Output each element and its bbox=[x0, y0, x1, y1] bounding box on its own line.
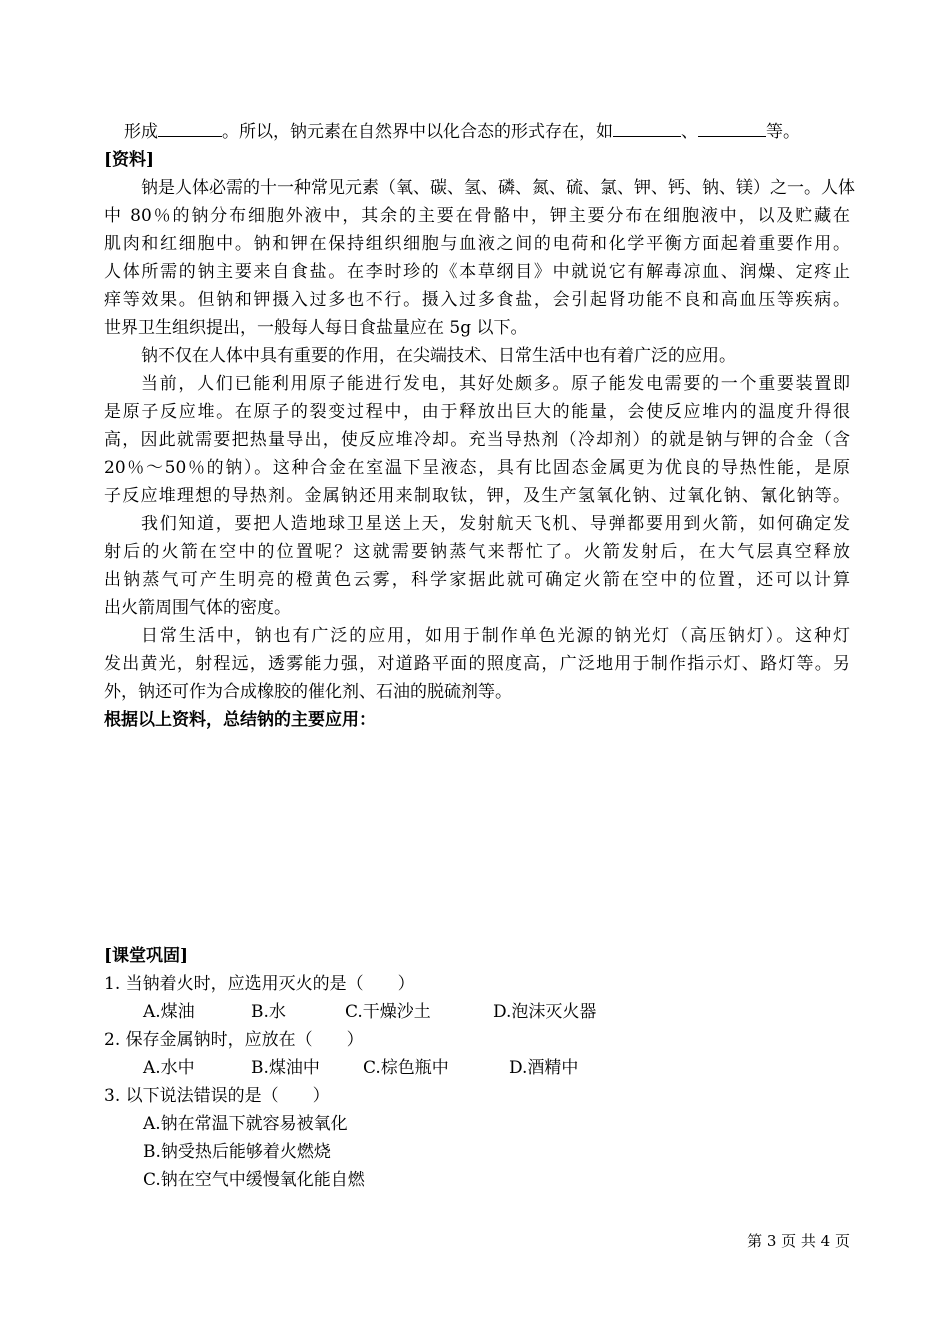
question-options bbox=[143, 998, 850, 1026]
intro-separator: 、 bbox=[681, 122, 698, 142]
intro-prefix: 形成 bbox=[124, 122, 158, 142]
paragraph-line: 射后的火箭在空中的位置呢？这就需要钠蒸气来帮忙了。火箭发射后，在大气层真空释放 bbox=[104, 542, 850, 562]
paragraph-line: 外，钠还可作为合成橡胶的催化剂、石油的脱硫剂等。 bbox=[104, 682, 512, 702]
paragraph-line: 世界卫生组织提出，一般每人每日食盐量应在 5g 以下。 bbox=[104, 318, 528, 338]
question-stem: 1. 当钠着火时，应选用灭火的是（ ） bbox=[104, 974, 415, 994]
answer-blank[interactable] bbox=[158, 118, 222, 137]
option-c[interactable]: C.干燥沙土 bbox=[345, 1002, 431, 1022]
question-stem: 2. 保存金属钠时，应放在（ ） bbox=[104, 1030, 364, 1050]
paragraph-line: 是原子反应堆。在原子的裂变过程中，由于释放出巨大的能量，会使反应堆内的温度升得很 bbox=[104, 402, 850, 422]
summary-prompt: 根据以上资料，总结钠的主要应用： bbox=[104, 710, 376, 730]
ziliao-heading: [资料] bbox=[104, 150, 155, 170]
option-c[interactable]: C.棕色瓶中 bbox=[363, 1058, 449, 1078]
question-stem: 3. 以下说法错误的是（ ） bbox=[104, 1086, 330, 1106]
answer-blank[interactable] bbox=[613, 118, 681, 137]
paragraph-line: 我们知道，要把人造地球卫星送上天，发射航天飞机、导弹都要用到火箭，如何确定发 bbox=[141, 514, 850, 534]
intro-suffix: 等。 bbox=[766, 122, 800, 142]
paragraph-line: 当前，人们已能利用原子能进行发电，其好处颇多。原子能发电需要的一个重要装置即 bbox=[141, 374, 850, 394]
paragraph-line: 人体所需的钠主要来自食盐。在李时珍的《本草纲目》中就说它有解毒凉血、润燥、定疼止 bbox=[104, 262, 850, 282]
paragraph-line: 痒等效果。但钠和钾摄入过多也不行。摄入过多食盐，会引起肾功能不良和高血压等疾病。 bbox=[104, 290, 850, 310]
paragraph-line: 出火箭周围气体的密度。 bbox=[104, 598, 291, 618]
page-footer: 第 3 页 共 4 页 bbox=[747, 1232, 850, 1250]
paragraph-line: 日常生活中，钠也有广泛的应用，如用于制作单色光源的钠光灯（高压钠灯）。这种灯 bbox=[141, 626, 850, 646]
paragraph-line: 钠不仅在人体中具有重要的作用，在尖端技术、日常生活中也有着广泛的应用。 bbox=[141, 346, 736, 366]
option-b[interactable]: B.钠受热后能够着火燃烧 bbox=[143, 1142, 331, 1162]
question-options bbox=[143, 1054, 850, 1082]
paragraph-line: 肌肉和红细胞中。钠和钾在保持组织细胞与血液之间的电荷和化学平衡方面起着重要作用。 bbox=[104, 234, 850, 254]
option-d[interactable]: D.酒精中 bbox=[509, 1058, 579, 1078]
option-d[interactable]: D.泡沫灭火器 bbox=[493, 1002, 597, 1022]
intro-line bbox=[124, 118, 850, 146]
intro-middle: 。所以，钠元素在自然界中以化合态的形式存在，如 bbox=[222, 122, 613, 142]
option-a[interactable]: A.钠在常温下就容易被氧化 bbox=[143, 1114, 348, 1134]
paragraph-line: 子反应堆理想的导热剂。金属钠还用来制取钛，钾，及生产氢氧化钠、过氧化钠、氰化钠等。 bbox=[104, 486, 850, 506]
paragraph-line: 出钠蒸气可产生明亮的橙黄色云雾，科学家据此就可确定火箭在空中的位置，还可以计算 bbox=[104, 570, 850, 590]
option-c[interactable]: C.钠在空气中缓慢氧化能自燃 bbox=[143, 1170, 365, 1190]
paragraph-line: 钠是人体必需的十一种常见元素（氧、碳、氢、磷、氮、硫、氯、钾、钙、钠、镁）之一。人体 bbox=[141, 178, 855, 198]
option-a[interactable]: A.煤油 bbox=[143, 1002, 195, 1022]
ketang-heading: [课堂巩固] bbox=[104, 946, 189, 966]
answer-blank[interactable] bbox=[698, 118, 766, 137]
paragraph-line: 发出黄光，射程远，透雾能力强，对道路平面的照度高，广泛地用于制作指示灯、路灯等。另 bbox=[104, 654, 850, 674]
summary-answer-area[interactable] bbox=[104, 740, 850, 930]
paragraph-line: 20％～50％的钠）。这种合金在室温下呈液态，具有比固态金属更为优良的导热性能，是原 bbox=[104, 458, 850, 478]
option-b[interactable]: B.水 bbox=[251, 1002, 286, 1022]
paragraph-line: 高，因此就需要把热量导出，使反应堆冷却。充当导热剂（冷却剂）的就是钠与钾的合金（含 bbox=[104, 430, 850, 450]
option-b[interactable]: B.煤油中 bbox=[251, 1058, 320, 1078]
option-a[interactable]: A.水中 bbox=[143, 1058, 195, 1078]
paragraph-line: 中 80％的钠分布细胞外液中，其余的主要在骨骼中，钾主要分布在细胞液中，以及贮藏在 bbox=[104, 206, 850, 226]
